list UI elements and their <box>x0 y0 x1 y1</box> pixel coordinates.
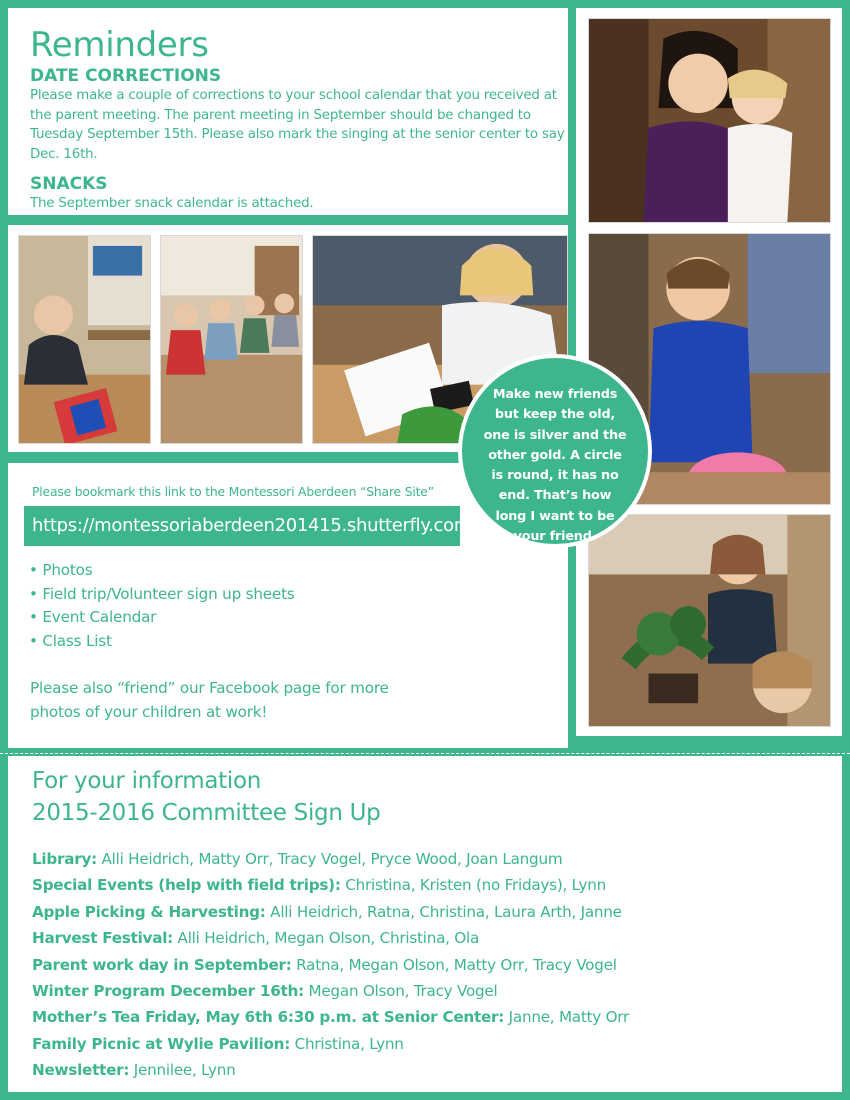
list-item <box>32 1004 629 1030</box>
right-photo-column <box>576 8 842 736</box>
committee-members: Ratna, Megan Olson, Matty Orr, Tracy Vogel <box>291 955 617 974</box>
committee-members: Alli Heidrich, Megan Olson, Christina, Ola <box>172 929 480 948</box>
snacks-body: The September snack calendar is attached. <box>30 196 314 211</box>
committee-title: 2015-2016 Committee Sign Up <box>32 800 381 826</box>
list-item <box>32 1057 629 1083</box>
list-item <box>32 978 629 1004</box>
committee-name: Newsletter: <box>32 1061 130 1080</box>
list-item: • Event Calendar <box>29 608 157 626</box>
committee-members: Christina, Kristen (no Fridays), Lynn <box>340 876 606 895</box>
information-panel <box>8 756 842 1092</box>
committee-list <box>32 846 629 1084</box>
committee-members: Jennilee, Lynn <box>129 1061 236 1080</box>
list-item: • Photos <box>29 561 93 579</box>
photo-two-girls-hugging <box>588 18 831 223</box>
committee-name: Mother’s Tea Friday, May 6th 6:30 p.m. at Senior Center: <box>32 1008 505 1027</box>
snacks-heading: SNACKS <box>30 174 108 194</box>
reminders-title: Reminders <box>30 25 209 65</box>
friendship-quote-bubble: Make new friends but keep the old, one is silver and the other gold. A circle is round, it has no end. That’s how long I want to be your friend. <box>458 354 652 548</box>
photo-boy-with-puzzle <box>18 235 151 444</box>
list-item <box>32 899 629 925</box>
list-item: • Field trip/Volunteer sign up sheets <box>29 584 295 603</box>
date-corrections-heading: DATE CORRECTIONS <box>30 66 222 86</box>
list-item <box>32 952 629 978</box>
committee-members: Janne, Matty Orr <box>504 1008 630 1027</box>
list-item <box>32 846 629 872</box>
list-item: • Class List <box>29 631 112 650</box>
photo-girl-with-plant <box>588 514 831 727</box>
committee-members: Christina, Lynn <box>290 1034 404 1053</box>
list-item <box>32 1031 629 1057</box>
list-item <box>32 872 629 898</box>
committee-name: Winter Program December 16th: <box>32 982 304 1001</box>
date-corrections-body: Please make a couple of corrections to your school calendar that you received at the parent meeting. The parent meeting in September should be changed to Tuesday September 15th. Please also mark the singing at the senior center to say Dec. 16th. <box>30 88 565 162</box>
reminders-panel <box>8 8 568 215</box>
share-site-features-list <box>29 559 295 653</box>
photo-kids-sitting-on-floor <box>160 235 303 444</box>
list-item <box>32 925 629 951</box>
committee-name: Family Picnic at Wylie Pavilion: <box>32 1034 291 1053</box>
committee-name: Library: <box>32 850 97 868</box>
bookmark-instruction: Please bookmark this link to the Montessori Aberdeen “Share Site” <box>32 484 434 499</box>
committee-name: Harvest Festival: <box>32 929 173 948</box>
section-divider <box>0 753 850 754</box>
facebook-friend-text: Please also “friend” our Facebook page for more photos of your children at work! <box>30 679 389 721</box>
committee-members: Alli Heidrich, Matty Orr, Tracy Vogel, Pryce Wood, Joan Langum <box>96 850 563 868</box>
committee-name: Special Events (help with field trips): <box>32 876 341 895</box>
committee-name: Parent work day in September: <box>32 955 292 974</box>
info-title: For your information <box>32 768 262 794</box>
committee-name: Apple Picking & Harvesting: <box>32 902 266 921</box>
share-site-link[interactable]: https://montessoriaberdeen201415.shutterfly.com <box>24 506 460 546</box>
committee-members: Alli Heidrich, Ratna, Christina, Laura Arth, Janne <box>265 902 622 921</box>
committee-members: Megan Olson, Tracy Vogel <box>303 982 498 1001</box>
